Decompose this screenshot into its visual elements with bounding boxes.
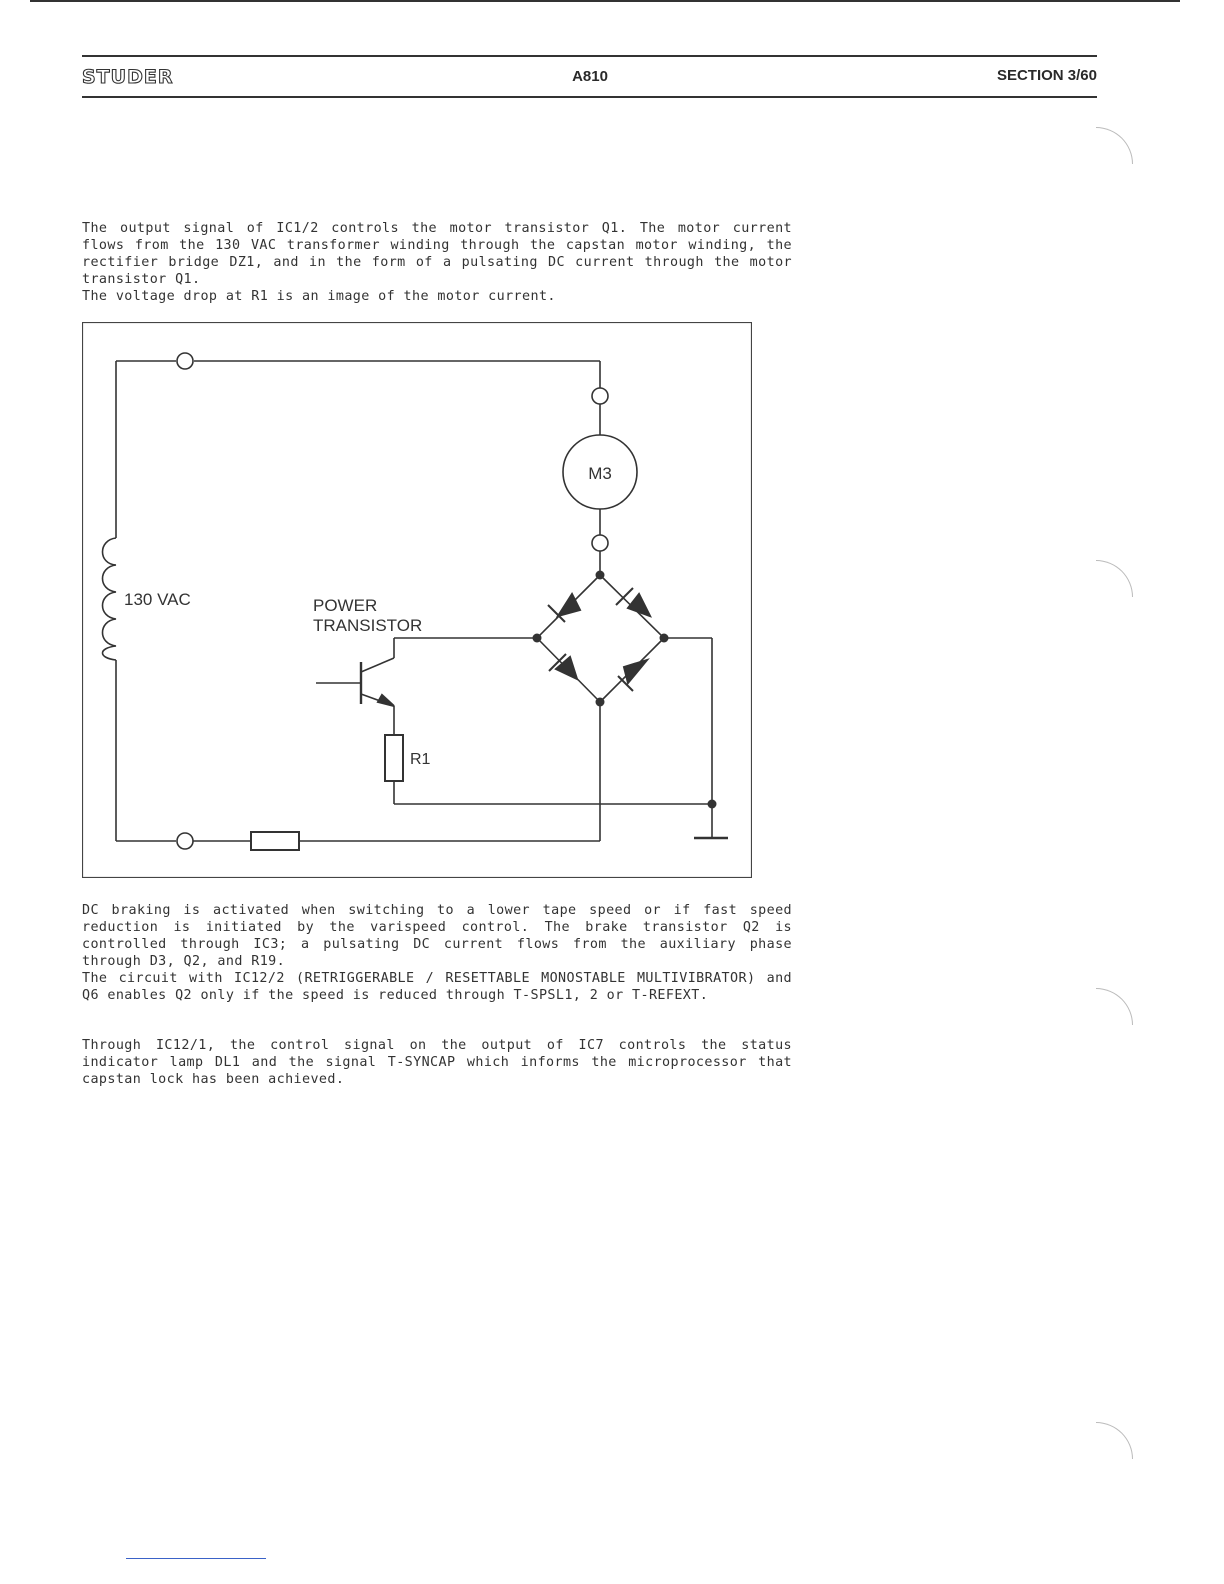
transistor-label: TRANSISTOR <box>313 616 423 635</box>
paragraph-line: DC braking is activated when switching to a lower tape speed or if fast speed reduction is initiated by the varispeed control. The brake transistor Q2 is controlled through IC3; a pulsating DC current flows from the auxiliary phase through D3, Q2, and R19. <box>82 903 792 969</box>
junction-bridge-right <box>660 634 669 643</box>
fuse <box>251 832 299 850</box>
transformer-winding <box>103 538 117 660</box>
studer-logo: STUDER <box>82 66 174 88</box>
terminal-motor-top <box>592 388 608 404</box>
model-title: A810 <box>572 68 608 85</box>
resistor-r1 <box>385 735 403 781</box>
terminal-top-left <box>177 353 193 369</box>
transistor-collector <box>361 658 394 672</box>
power-label: POWER <box>313 596 378 615</box>
resistor-label: R1 <box>410 751 431 768</box>
junction-bridge-top <box>596 571 605 580</box>
motor-circuit-diagram <box>82 322 752 878</box>
header-top-rule <box>82 55 1097 57</box>
header-bottom-rule <box>82 96 1097 98</box>
transistor-emitter-arrow <box>378 695 394 706</box>
paragraph-line: The circuit with IC12/2 (RETRIGGERABLE / RESETTABLE MONOSTABLE MULTIVIBRATOR) and Q6 enables Q2 only if the speed is reduced through T-SPSL1, 2 or T-REFEXT. <box>82 971 792 1003</box>
binder-ring-mark <box>1096 560 1133 597</box>
junction-bridge-bottom <box>596 698 605 707</box>
paragraph-line: The voltage drop at R1 is an image of the motor current. <box>82 289 556 304</box>
diode-lower-right-arrow <box>624 660 647 683</box>
dc-braking-paragraph <box>82 902 792 1004</box>
capstan-lock-paragraph <box>82 1037 792 1088</box>
top-edge-line <box>30 0 1180 2</box>
terminal-motor-bottom <box>592 535 608 551</box>
binder-ring-mark <box>1096 988 1133 1025</box>
motor-label: M3 <box>588 464 612 483</box>
section-number: SECTION 3/60 <box>996 67 1097 84</box>
junction-ground <box>708 800 717 809</box>
bottom-edge-mark <box>126 1558 266 1559</box>
junction-bridge-left <box>533 634 542 643</box>
paragraph-line: Through IC12/1, the control signal on the output of IC7 controls the status indicator lamp DL1 and the signal T-SYNCAP which informs the microprocessor that capstan lock has been achieved. <box>82 1038 792 1087</box>
intro-paragraph <box>82 220 792 305</box>
diode-upper-right-arrow <box>628 594 650 616</box>
supply-voltage-label: 130 VAC <box>124 590 191 609</box>
paragraph-line: The output signal of IC1/2 controls the motor transistor Q1. The motor current flows from the 130 VAC transformer winding through the capstan motor winding, the rectifier bridge DZ1, and in the form of a pulsating DC current through the motor transistor Q1. <box>82 221 792 287</box>
diode-upper-right-bar <box>616 588 633 605</box>
terminal-bottom-left <box>177 833 193 849</box>
binder-ring-mark <box>1096 1422 1133 1459</box>
binder-ring-mark <box>1096 127 1133 164</box>
